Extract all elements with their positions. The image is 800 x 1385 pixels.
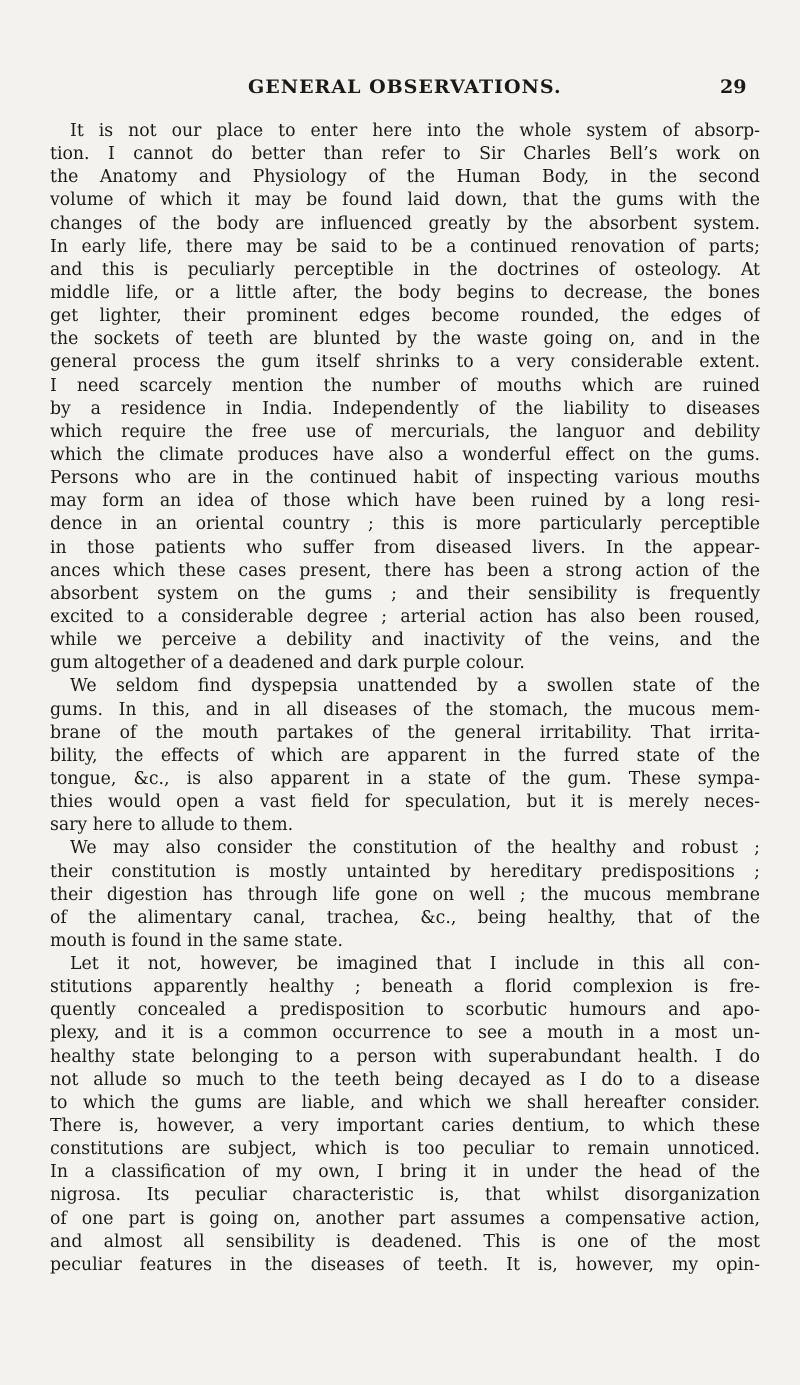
text-line: In early life, there may be said to be a continued renovation of parts; — [50, 236, 760, 257]
text-line: quently concealed a predisposition to scorbutic humours and apo- — [50, 1000, 760, 1021]
text-line: which require the free use of mercurials, the languor and debility — [50, 421, 760, 442]
text-line: and this is peculiarly perceptible in the doctrines of osteology. At — [50, 259, 760, 280]
text-line: Persons who are in the continued habit of inspecting various mouths — [50, 468, 760, 489]
text-line: changes of the body are influenced greatly by the absorbent system. — [50, 213, 760, 234]
text-line: healthy state belonging to a person with superabundant health. I do — [50, 1046, 760, 1067]
text-line: not allude so much to the teeth being decayed as I do to a disease — [50, 1069, 760, 1090]
text-line: Let it not, however, be imagined that I include in this all con- — [70, 954, 760, 975]
running-title: GENERAL OBSERVATIONS. — [248, 76, 562, 98]
text-line: the Anatomy and Physiology of the Human Body, in the second — [50, 167, 760, 188]
text-line: thies would open a vast field for speculation, but it is merely neces- — [50, 792, 760, 813]
text-line: ances which these cases present, there has been a strong action of the — [50, 560, 760, 581]
text-line: There is, however, a very important caries dentium, to which these — [50, 1116, 760, 1137]
text-line: to which the gums are liable, and which we shall hereafter consider. — [50, 1092, 760, 1113]
text-line: in those patients who suffer from diseased livers. In the appear- — [50, 537, 760, 558]
text-line: gum altogether of a deadened and dark purple colour. — [50, 653, 525, 674]
text-line: dence in an oriental country ; this is more particularly perceptible — [50, 514, 760, 535]
text-line: may form an idea of those which have been ruined by a long resi- — [50, 491, 760, 512]
text-line: I need scarcely mention the number of mouths which are ruined — [50, 375, 760, 396]
text-line: absorbent system on the gums ; and their sensibility is frequently — [50, 583, 760, 604]
body-text — [50, 120, 760, 1277]
text-line: and almost all sensibility is deadened. This is one of the most — [50, 1231, 760, 1252]
text-line: tion. I cannot do better than refer to Sir Charles Bell’s work on — [50, 144, 760, 165]
text-line: tongue, &c., is also apparent in a state of the gum. These sympa- — [50, 768, 760, 789]
text-line: constitutions are subject, which is too peculiar to remain unnoticed. — [50, 1139, 760, 1160]
text-line: of the alimentary canal, trachea, &c., being healthy, that of the — [50, 907, 760, 928]
text-line: sary here to allude to them. — [50, 815, 294, 836]
text-line: while we perceive a debility and inactivity of the veins, and the — [50, 630, 760, 651]
text-line: which the climate produces have also a wonderful effect on the gums. — [50, 444, 760, 465]
text-line: nigrosa. Its peculiar characteristic is, that whilst disorganization — [50, 1185, 760, 1206]
text-line: by a residence in India. Independently of the liability to diseases — [50, 398, 760, 419]
text-line: general process the gum itself shrinks to a very considerable extent. — [50, 352, 760, 373]
text-line: brane of the mouth partakes of the general irritability. That irrita- — [50, 722, 760, 743]
text-line: plexy, and it is a common occurrence to see a mouth in a most un- — [50, 1023, 760, 1044]
text-line: the sockets of teeth are blunted by the waste going on, and in the — [50, 329, 760, 350]
text-line: gums. In this, and in all diseases of the stomach, the mucous mem- — [50, 699, 760, 720]
text-line: mouth is found in the same state. — [50, 930, 343, 951]
text-line: peculiar features in the diseases of teeth. It is, however, my opin- — [50, 1254, 760, 1275]
text-line: We seldom find dyspepsia unattended by a swollen state of the — [70, 676, 760, 697]
text-line: middle life, or a little after, the body begins to decrease, the bones — [50, 282, 760, 303]
text-line: stitutions apparently healthy ; beneath a florid complexion is fre- — [50, 977, 760, 998]
text-line: In a classification of my own, I bring it in under the head of the — [50, 1162, 760, 1183]
text-line: of one part is going on, another part assumes a compensative action, — [50, 1208, 760, 1229]
text-line: their constitution is mostly untainted by hereditary predispositions ; — [50, 861, 760, 882]
text-line: bility, the effects of which are apparent in the furred state of the — [50, 745, 760, 766]
text-line: It is not our place to enter here into the whole system of absorp- — [70, 121, 760, 141]
text-line: volume of which it may be found laid down, that the gums with the — [50, 190, 760, 211]
running-head — [0, 76, 800, 106]
text-line: get lighter, their prominent edges become rounded, the edges of — [50, 306, 760, 327]
text-line: excited to a considerable degree ; arterial action has also been roused, — [50, 606, 760, 627]
text-line: We may also consider the constitution of the healthy and robust ; — [70, 838, 760, 859]
text-line: their digestion has through life gone on well ; the mucous membrane — [50, 884, 760, 905]
page-number: 29 — [720, 76, 747, 98]
